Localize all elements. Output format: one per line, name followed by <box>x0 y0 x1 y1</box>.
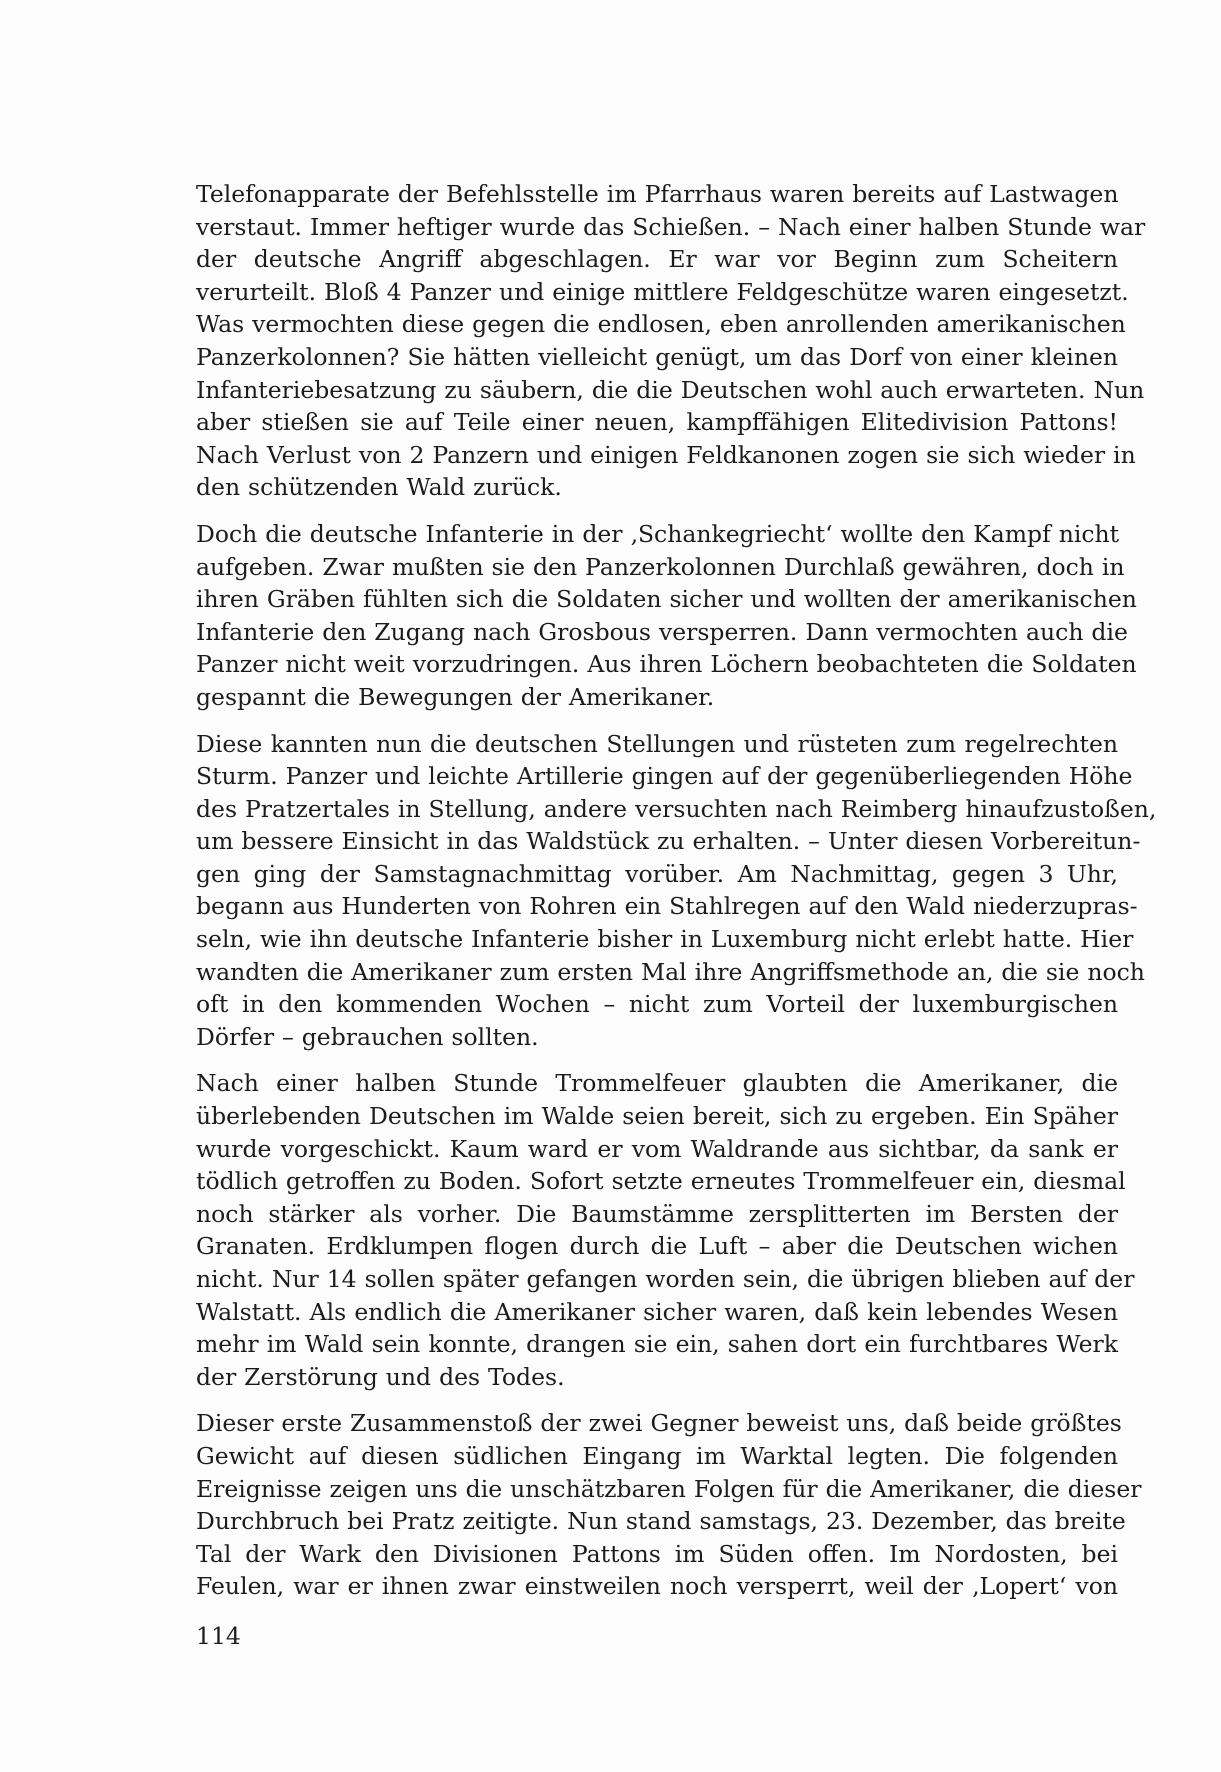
text-line: wurde vorgeschickt. Kaum ward er vom Waldrande aus sichtbar, da sank er <box>196 1134 1118 1163</box>
text-line: gespannt die Bewegungen der Amerikaner. <box>196 682 715 711</box>
text-line: Diese kannten nun die deutschen Stellungen und rüsteten zum regelrechten <box>196 729 1118 758</box>
text-line: Dörfer – gebrauchen sollten. <box>196 1022 539 1051</box>
text-line: der Zerstörung und des Todes. <box>196 1362 565 1391</box>
text-line: Feulen, war er ihnen zwar einstweilen noch versperrt, weil der ‚Lopert‘ von <box>196 1572 1118 1601</box>
text-line: Was vermochten diese gegen die endlosen, eben anrollenden amerikanischen <box>196 310 1126 339</box>
page-number: 114 <box>196 1622 241 1650</box>
text-line: begann aus Hunderten von Rohren ein Stahlregen auf den Wald niederzupras- <box>196 892 1138 921</box>
text-line: Nach einer halben Stunde Trommelfeuer glaubten die Amerikaner, die <box>196 1069 1118 1098</box>
text-line: Sturm. Panzer und leichte Artillerie gingen auf der gegenüberliegenden Höhe <box>196 762 1133 791</box>
text-line: seln, wie ihn deutsche Infanterie bisher in Luxemburg nicht erlebt hatte. Hier <box>196 925 1134 954</box>
text-line: Gewicht auf diesen südlichen Eingang im Warktal legten. Die folgenden <box>196 1441 1118 1470</box>
text-line: Infanterie den Zugang nach Grosbous versperren. Dann vermochten auch die <box>196 617 1128 646</box>
text-line: noch stärker als vorher. Die Baumstämme zersplitterten im Bersten der <box>196 1199 1118 1228</box>
text-line: nicht. Nur 14 sollen später gefangen worden sein, die übrigen blieben auf der <box>196 1265 1135 1293</box>
text-line: überlebenden Deutschen im Walde seien bereit, sich zu ergeben. Ein Späher <box>196 1102 1118 1131</box>
text-line: Telefonapparate der Befehlsstelle im Pfarrhaus waren bereits auf Lastwagen <box>196 180 1119 208</box>
paragraph <box>196 728 1157 1054</box>
text-line: Dieser erste Zusammenstoß der zwei Gegner beweist uns, daß beide größtes <box>196 1409 1122 1438</box>
text-line: Ereignisse zeigen uns die unschätzbaren Folgen für die Amerikaner, die dieser <box>196 1474 1142 1503</box>
text-line: Durchbruch bei Pratz zeitigte. Nun stand samstags, 23. Dezember, das breite <box>196 1507 1126 1536</box>
text-line: gen ging der Samstagnachmittag vorüber. Am Nachmittag, gegen 3 Uhr, <box>196 859 1118 888</box>
text-line: den schützenden Wald zurück. <box>196 473 562 502</box>
text-line: Nach Verlust von 2 Panzern und einigen Feldkanonen zogen sie sich wieder in <box>196 440 1136 469</box>
text-line: Walstatt. Als endlich die Amerikaner sicher waren, daß kein lebendes Wesen <box>196 1297 1118 1326</box>
text-line: wandten die Amerikaner zum ersten Mal ihre Angriffsmethode an, die sie noch <box>196 957 1145 986</box>
body-text <box>196 178 1157 1617</box>
text-line: oft in den kommenden Wochen – nicht zum Vorteil der luxemburgischen <box>196 990 1118 1019</box>
text-line: Granaten. Erdklumpen flogen durch die Luft – aber die Deutschen wichen <box>196 1232 1118 1261</box>
paragraph <box>196 1407 1142 1603</box>
text-line: Panzer nicht weit vorzudringen. Aus ihren Löchern beobachteten die Soldaten <box>196 650 1137 679</box>
text-line: Infanteriebesatzung zu säubern, die die Deutschen wohl auch erwarteten. Nun <box>196 375 1145 404</box>
paragraph <box>196 518 1137 714</box>
text-line: der deutsche Angriff abgeschlagen. Er war vor Beginn zum Scheitern <box>196 245 1118 274</box>
text-line: tödlich getroffen zu Boden. Sofort setzte erneutes Trommelfeuer ein, diesmal <box>196 1167 1126 1196</box>
text-line: mehr im Wald sein konnte, drangen sie ein, sahen dort ein furchtbares Werk <box>196 1330 1118 1359</box>
text-line: aber stießen sie auf Teile einer neuen, kampffähigen Elitedivision Pattons! <box>196 408 1118 437</box>
paragraph <box>196 178 1146 504</box>
text-line: Panzerkolonnen? Sie hätten vielleicht genügt, um das Dorf von einer kleinen <box>196 342 1118 371</box>
text-line: verstaut. Immer heftiger wurde das Schießen. – Nach einer halben Stunde war <box>196 212 1146 241</box>
text-line: Doch die deutsche Infanterie in der ‚Schankegriecht‘ wollte den Kampf nicht <box>196 519 1120 548</box>
text-line: verurteilt. Bloß 4 Panzer und einige mittlere Feldgeschütze waren eingesetzt. <box>196 277 1129 306</box>
text-line: des Pratzertales in Stellung, andere versuchten nach Reimberg hinaufzustoßen, <box>196 794 1157 823</box>
text-line: aufgeben. Zwar mußten sie den Panzerkolonnen Durchlaß gewähren, doch in <box>196 552 1125 581</box>
text-line: ihren Gräben fühlten sich die Soldaten sicher und wollten der amerikanischen <box>196 585 1137 614</box>
text-line: um bessere Einsicht in das Waldstück zu erhalten. – Unter diesen Vorbereitun- <box>196 827 1141 856</box>
text-line: Tal der Wark den Divisionen Pattons im Süden offen. Im Nordosten, bei <box>196 1539 1118 1568</box>
paragraph <box>196 1067 1135 1393</box>
